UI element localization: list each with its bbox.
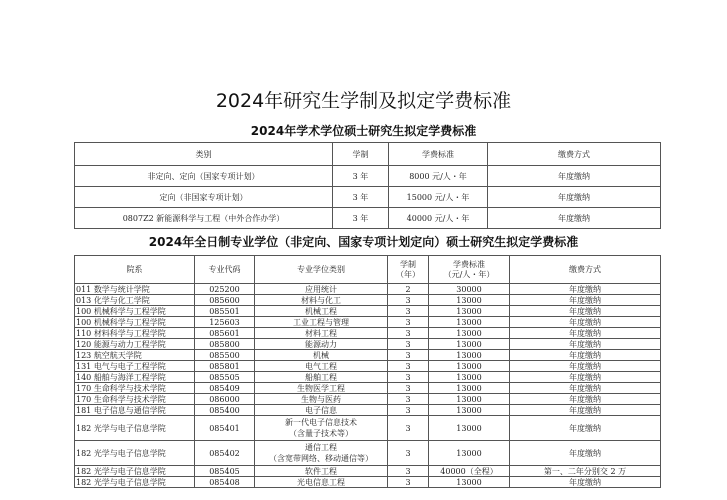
cell-payment: 年度缴纳 <box>510 317 661 328</box>
academic-header-row <box>75 143 661 166</box>
cell-college: 140 船舶与海洋工程学院 <box>75 372 195 383</box>
cell-college: 110 材料科学与工程学院 <box>75 328 195 339</box>
cell-payment: 年度缴纳 <box>510 328 661 339</box>
header-payment: 缴费方式 <box>510 256 661 284</box>
cell-fee: 13000 <box>429 477 510 488</box>
cell-payment: 年度缴纳 <box>510 383 661 394</box>
table-row <box>75 441 661 466</box>
header-fee: 学费标准 <box>389 143 488 166</box>
cell-fee: 13000 <box>429 339 510 350</box>
cell-college: 123 航空航天学院 <box>75 350 195 361</box>
cell-code: 025200 <box>195 284 255 295</box>
cell-degree-category: 工业工程与管理 <box>255 317 388 328</box>
cell-code: 085601 <box>195 328 255 339</box>
header-fee: 学费标准 （元/人・年） <box>429 256 510 284</box>
cell-payment: 年度缴纳 <box>510 416 661 441</box>
cell-years: 2 <box>388 284 429 295</box>
cell-years: 3 <box>388 383 429 394</box>
cell-degree-category: 光电信息工程 <box>255 477 388 488</box>
cell-college: 100 机械科学与工程学院 <box>75 317 195 328</box>
cell-code: 085400 <box>195 405 255 416</box>
cell-fee: 13000 <box>429 383 510 394</box>
cell-payment: 年度缴纳 <box>510 477 661 488</box>
cell-degree-category: 通信工程 （含宽带网络、移动通信等） <box>255 441 388 466</box>
cell-payment: 年度缴纳 <box>510 350 661 361</box>
cell-payment: 年度缴纳 <box>510 441 661 466</box>
cell-years: 3 年 <box>333 166 389 187</box>
cell-fee: 13000 <box>429 361 510 372</box>
cell-years: 3 年 <box>333 208 389 229</box>
cell-degree-category: 生物医学工程 <box>255 383 388 394</box>
cell-fee: 40000 元/人・年 <box>389 208 488 229</box>
cell-college: 100 机械科学与工程学院 <box>75 306 195 317</box>
cell-college: 131 电气与电子工程学院 <box>75 361 195 372</box>
table-row <box>75 317 661 328</box>
header-code: 专业代码 <box>195 256 255 284</box>
table-row <box>75 477 661 488</box>
cell-payment: 年度缴纳 <box>510 372 661 383</box>
cell-code: 085800 <box>195 339 255 350</box>
cell-payment: 第一、二年分别交 2 万 <box>510 466 661 477</box>
cell-college: 182 光学与电子信息学院 <box>75 441 195 466</box>
professional-fee-table <box>74 255 661 488</box>
cell-college: 170 生命科学与技术学院 <box>75 394 195 405</box>
cell-code: 085402 <box>195 441 255 466</box>
header-payment: 缴费方式 <box>488 143 661 166</box>
cell-degree-category: 能源动力 <box>255 339 388 350</box>
cell-fee: 13000 <box>429 416 510 441</box>
cell-code: 085501 <box>195 306 255 317</box>
cell-college: 182 光学与电子信息学院 <box>75 416 195 441</box>
table-row <box>75 394 661 405</box>
professional-header-row <box>75 256 661 284</box>
cell-college: 181 电子信息与通信学院 <box>75 405 195 416</box>
cell-years: 3 <box>388 394 429 405</box>
cell-fee: 13000 <box>429 350 510 361</box>
cell-degree-category: 机械 <box>255 350 388 361</box>
cell-years: 3 年 <box>333 187 389 208</box>
cell-code: 085505 <box>195 372 255 383</box>
cell-college: 182 光学与电子信息学院 <box>75 466 195 477</box>
table-row <box>75 328 661 339</box>
cell-category: 0807Z2 新能源科学与工程（中外合作办学） <box>75 208 333 229</box>
cell-years: 3 <box>388 372 429 383</box>
table-row <box>75 208 661 229</box>
cell-fee: 13000 <box>429 394 510 405</box>
cell-years: 3 <box>388 317 429 328</box>
cell-code: 085401 <box>195 416 255 441</box>
cell-years: 3 <box>388 405 429 416</box>
academic-table-title: 2024年学术学位硕士研究生拟定学费标准 <box>250 124 477 138</box>
cell-college: 013 化学与化工学院 <box>75 295 195 306</box>
cell-fee: 15000 元/人・年 <box>389 187 488 208</box>
cell-years: 3 <box>388 306 429 317</box>
table-row <box>75 416 661 441</box>
table-row <box>75 295 661 306</box>
cell-payment: 年度缴纳 <box>510 405 661 416</box>
header-college: 院系 <box>75 256 195 284</box>
cell-years: 3 <box>388 441 429 466</box>
cell-payment: 年度缴纳 <box>510 339 661 350</box>
cell-payment: 年度缴纳 <box>510 284 661 295</box>
cell-code: 085405 <box>195 466 255 477</box>
cell-fee: 40000（全程） <box>429 466 510 477</box>
cell-degree-category: 材料工程 <box>255 328 388 339</box>
cell-fee: 13000 <box>429 372 510 383</box>
cell-college: 170 生命科学与技术学院 <box>75 383 195 394</box>
cell-payment: 年度缴纳 <box>510 361 661 372</box>
cell-years: 3 <box>388 477 429 488</box>
header-category: 类别 <box>75 143 333 166</box>
cell-fee: 13000 <box>429 405 510 416</box>
cell-college: 120 能源与动力工程学院 <box>75 339 195 350</box>
table-row <box>75 339 661 350</box>
cell-payment: 年度缴纳 <box>488 187 661 208</box>
cell-degree-category: 应用统计 <box>255 284 388 295</box>
cell-category: 定向（非国家专项计划） <box>75 187 333 208</box>
header-years: 学制 （年） <box>388 256 429 284</box>
cell-degree-category: 生物与医药 <box>255 394 388 405</box>
cell-degree-category: 电子信息 <box>255 405 388 416</box>
cell-fee: 13000 <box>429 328 510 339</box>
cell-degree-category: 机械工程 <box>255 306 388 317</box>
cell-payment: 年度缴纳 <box>488 166 661 187</box>
table-row <box>75 383 661 394</box>
cell-years: 3 <box>388 416 429 441</box>
header-years: 学制 <box>333 143 389 166</box>
cell-code: 085408 <box>195 477 255 488</box>
table-row <box>75 361 661 372</box>
cell-fee: 13000 <box>429 295 510 306</box>
professional-table-title: 2024年全日制专业学位（非定向、国家专项计划定向）硕士研究生拟定学费标准 <box>148 235 579 249</box>
cell-payment: 年度缴纳 <box>510 295 661 306</box>
cell-code: 125603 <box>195 317 255 328</box>
table-row <box>75 466 661 477</box>
cell-payment: 年度缴纳 <box>510 394 661 405</box>
table-row <box>75 350 661 361</box>
cell-category: 非定向、定向（国家专项计划） <box>75 166 333 187</box>
cell-fee: 13000 <box>429 317 510 328</box>
cell-payment: 年度缴纳 <box>488 208 661 229</box>
cell-years: 3 <box>388 361 429 372</box>
table-row <box>75 187 661 208</box>
cell-code: 085801 <box>195 361 255 372</box>
cell-code: 085500 <box>195 350 255 361</box>
cell-fee: 13000 <box>429 441 510 466</box>
cell-degree-category: 电气工程 <box>255 361 388 372</box>
cell-years: 3 <box>388 350 429 361</box>
cell-years: 3 <box>388 295 429 306</box>
cell-college: 182 光学与电子信息学院 <box>75 477 195 488</box>
cell-fee: 30000 <box>429 284 510 295</box>
cell-years: 3 <box>388 339 429 350</box>
cell-fee: 13000 <box>429 306 510 317</box>
cell-fee: 8000 元/人・年 <box>389 166 488 187</box>
cell-code: 085409 <box>195 383 255 394</box>
cell-degree-category: 船舶工程 <box>255 372 388 383</box>
table-row <box>75 372 661 383</box>
cell-years: 3 <box>388 466 429 477</box>
header-degree-category: 专业学位类别 <box>255 256 388 284</box>
table-row <box>75 284 661 295</box>
academic-fee-table <box>74 142 661 229</box>
cell-degree-category: 新一代电子信息技术 （含量子技术等） <box>255 416 388 441</box>
cell-code: 086000 <box>195 394 255 405</box>
cell-college: 011 数学与统计学院 <box>75 284 195 295</box>
cell-degree-category: 软件工程 <box>255 466 388 477</box>
cell-code: 085600 <box>195 295 255 306</box>
cell-years: 3 <box>388 328 429 339</box>
cell-payment: 年度缴纳 <box>510 306 661 317</box>
cell-degree-category: 材料与化工 <box>255 295 388 306</box>
table-row <box>75 166 661 187</box>
table-row <box>75 306 661 317</box>
page-title: 2024年研究生学制及拟定学费标准 <box>215 90 512 112</box>
table-row <box>75 405 661 416</box>
